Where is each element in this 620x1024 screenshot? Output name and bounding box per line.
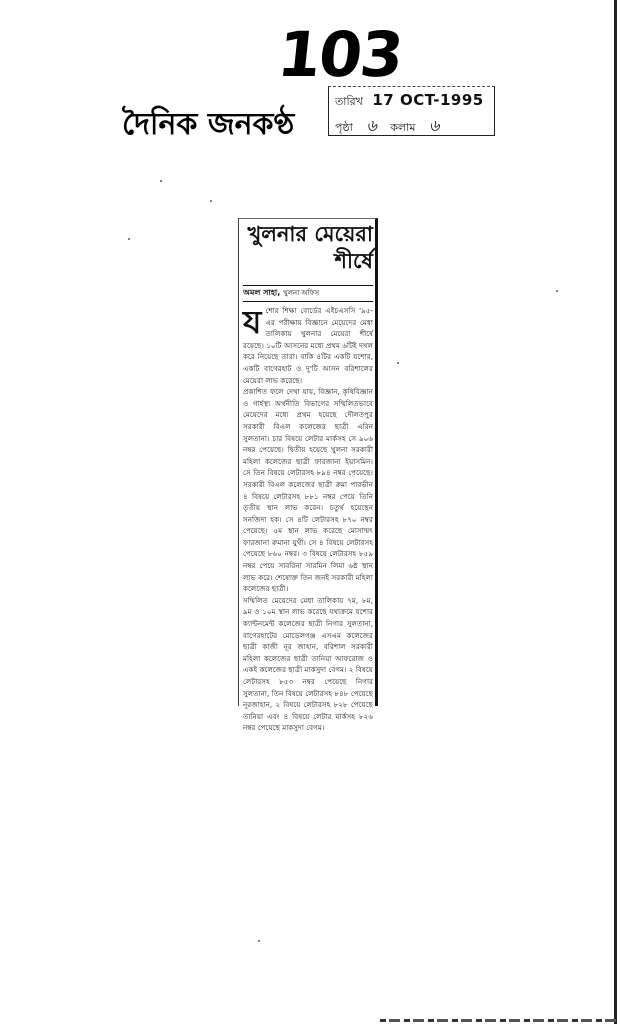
news-article bbox=[238, 218, 378, 733]
scan-speck bbox=[556, 290, 558, 292]
article-byline bbox=[243, 285, 373, 302]
article-paragraph: শোর শিক্ষা বোর্ডের এইচএসসি '৯৫-এর পরীক্ষায় বিজ্ঞানে মেয়েদের মেধা তালিকায় খুলনার মেয়েরা শীর্ষে রয়েছে। ১০টি আসনের মধ্যে প্রথম ৬টিই দখল করে নিয়েছে তারা। বাকি ৪টির একটি যশোর, একটি বাগেরহাট ও দু'টি আসন বরিশালের মেয়েরা লাভ করেছে। bbox=[243, 306, 373, 385]
stamp-page-value: ৬ bbox=[366, 116, 377, 135]
scan-speck bbox=[258, 940, 260, 942]
scan-speck bbox=[128, 238, 130, 240]
stamp-page-label: পৃষ্ঠা bbox=[335, 121, 353, 134]
byline-office: খুলনা অফিস bbox=[283, 289, 320, 297]
date-stamp bbox=[328, 86, 495, 136]
handwritten-clipping-number: 103 bbox=[274, 18, 406, 91]
scan-speck bbox=[210, 200, 212, 202]
article-body bbox=[243, 305, 373, 734]
stamp-date-label: তারিখ bbox=[335, 95, 363, 108]
scan-speck bbox=[160, 180, 162, 182]
newspaper-masthead: দৈনিক জনকণ্ঠ bbox=[122, 107, 295, 142]
drop-cap: য bbox=[243, 303, 262, 341]
scan-bottom-noise bbox=[380, 1019, 616, 1022]
stamp-column-value: ৬ bbox=[428, 116, 440, 135]
stamp-column-label: কলাম bbox=[390, 121, 416, 134]
article-paragraph: প্রকাশিত ফলে দেখা যায়, বিজ্ঞান, কৃষিবিজ্ঞান ও গার্হস্থ্য অর্থনীতি বিভাগের সম্মিলিতভাবে মেয়েদের মধ্যে প্রথম হয়েছে দৌলতপুর সরকারী বিএল কলেজের ছাত্রী এরিন সুলতানা। চার বিষয়ে লেটার মার্কসহ সে ৯০৬ নম্বর পেয়েছে। দ্বিতীয় হয়েছে খুলনা সরকারী মহিলা কলেজের ছাত্রী ফারজানা ইয়াসমিন। সে তিন বিষয়ে লেটারসহ ৮৯৪ নম্বর পেয়েছে। সরকারী বিএল কলেজের ছাত্রী রুমা পারভীন ৪ বিষয়ে লেটারসহ ৮৮১ নম্বর পেয়ে তিনি তৃতীয় স্থান লাভ করেন। চতুর্থ হয়েছেন সনজিদা হক। সে ৪টি লেটারসহ ৮৭০ নম্বর পেয়েছে। ৫ম স্থান লাভ করেছে মোসাম্মৎ ফারজানা রুমানা যুথী। সে ৪ বিষয়ে লেটারসহ পেয়েছে ৮৬০ নম্বর। ৩ বিষয়ে লেটারসহ ৮৫৯ নম্বর পেয়ে সাবরিনা সারমিন লিমা ৬ষ্ঠ স্থান লাভ করে। শেষোক্ত তিন জনই সরকারী মহিলা কলেজের ছাত্রী। bbox=[243, 387, 373, 594]
stamp-date: 17 OCT-1995 bbox=[372, 91, 484, 109]
scan-speck bbox=[397, 362, 399, 364]
article-paragraph: সম্মিলিত মেয়েদের মেধা তালিকায় ৭ম, ৮ম, ৯ম ও ১০ম স্থান লাভ করেছে যথাক্রমে যশোর ক্যান্টনমেন্ট কলেজের ছাত্রী নিগার সুলতানা, বাগেরহাটের মোড়েলগঞ্জ এসএম কলেজের ছাত্রী কাজী নূর জাহান, বরিশাল সরকারী মহিলা কলেজের ছাত্রী তানিয়া আফরোজ ও একই কলেজের ছাত্রী মাকসুদা বেগম। ২ বিষয়ে লেটারসহ ৮৫৩ নম্বর পেয়েছে নিগার সুলতানা, তিন বিষয়ে লেটারসহ ৮৪৮ পেয়েছে নূরজাহান, ২ বিষয়ে লেটারসহ ৮২৮ পেয়েছে তানিয়া এবং ৪ বিষয়ে লেটার মার্কসহ ৮২৬ নম্বর পেয়েছে মাকসুদা বেগম। bbox=[243, 595, 373, 733]
byline-author: অমল সাহা, bbox=[243, 288, 281, 297]
article-headline: খুলনার মেয়েরা শীর্ষে bbox=[247, 222, 373, 273]
scan-edge-line bbox=[614, 0, 617, 1024]
